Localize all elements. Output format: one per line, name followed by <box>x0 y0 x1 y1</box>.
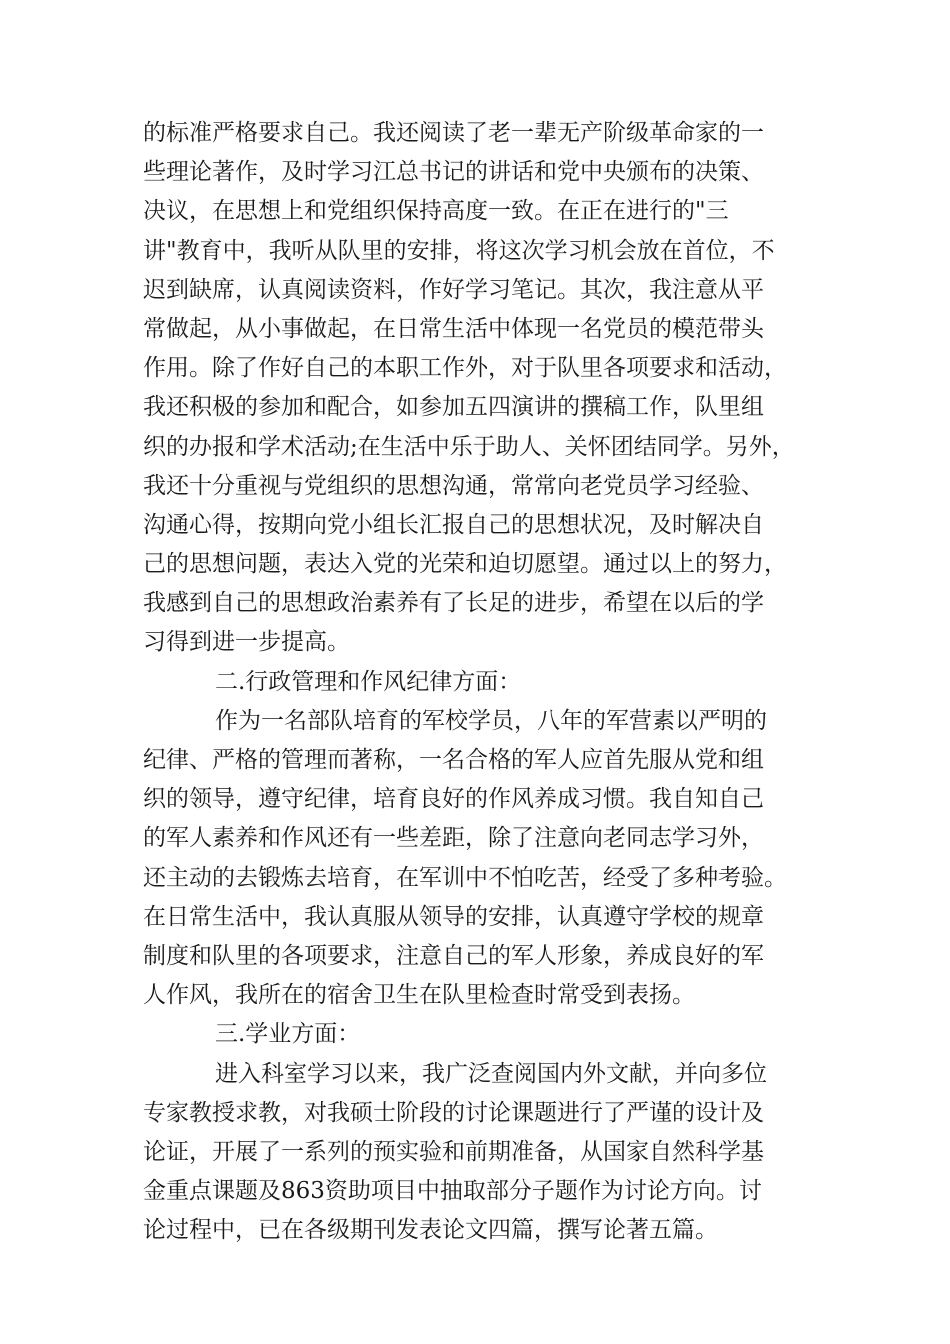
document-body <box>143 114 811 1250</box>
text-line: 专家教授求教，对我硕士阶段的讨论课题进行了严谨的设计及 <box>143 1099 764 1126</box>
text-line: 作为一名部队培育的军校学员，八年的军营素以严明的 <box>215 707 767 734</box>
text-line: 人作风，我所在的宿舍卫生在队里检查时常受到表扬。 <box>143 982 695 1009</box>
text-line: 己的思想问题，表达入党的光荣和迫切愿望。通过以上的努力， <box>143 551 787 578</box>
text-line: 我感到自己的思想政治素养有了长足的进步，希望在以后的学 <box>143 590 764 617</box>
text-line: 还主动的去锻炼去培育，在军训中不怕吃苦，经受了多种考验。 <box>143 864 787 891</box>
text-line: 织的办报和学术活动;在生活中乐于助人、关怀团结同学。另外， <box>143 433 795 460</box>
text-line: 进入科室学习以来，我广泛查阅国内外文献，并向多位 <box>215 1060 767 1087</box>
text-line: 制度和队里的各项要求，注意自己的军人形象，养成良好的军 <box>143 942 764 969</box>
text-line: 论过程中，已在各级期刊发表论文四篇，撰写论著五篇。 <box>143 1217 718 1244</box>
text-line: 常做起，从小事做起，在日常生活中体现一名党员的模范带头 <box>143 315 764 342</box>
text-line: 织的领导，遵守纪律，培育良好的作风养成习惯。我自知自己 <box>143 786 764 813</box>
text-line: 决议，在思想上和党组织保持高度一致。在正在进行的"三 <box>143 198 729 225</box>
text-line: 迟到缺席，认真阅读资料，作好学习笔记。其次，我注意从平 <box>143 276 764 303</box>
text-line: 讲"教育中，我听从队里的安排，将这次学习机会放在首位，不 <box>143 237 775 264</box>
text-line: 在日常生活中，我认真服从领导的安排，认真遵守学校的规章 <box>143 903 764 930</box>
section-heading: 二.行政管理和作风纪律方面： <box>215 668 522 695</box>
section-heading: 三.学业方面： <box>215 1021 361 1048</box>
text-line: 论证，开展了一系列的预实验和前期准备，从国家自然科学基 <box>143 1138 764 1165</box>
text-line: 的军人素养和作风还有一些差距，除了注意向老同志学习外， <box>143 825 764 852</box>
text-line: 沟通心得，按期向党小组长汇报自己的思想状况，及时解决自 <box>143 511 764 538</box>
text-line: 些理论著作，及时学习江总书记的讲话和党中央颁布的决策、 <box>143 159 764 186</box>
text-line: 金重点课题及863资助项目中抽取部分子题作为讨论方向。讨 <box>143 1178 762 1205</box>
text-line: 的标准严格要求自己。我还阅读了老一辈无产阶级革命家的一 <box>143 120 764 146</box>
text-line: 我还十分重视与党组织的思想沟通，常常向老党员学习经验、 <box>143 472 764 499</box>
text-line: 纪律、严格的管理而著称，一名合格的军人应首先服从党和组 <box>143 747 764 773</box>
text-line: 习得到进一步提高。 <box>143 629 350 656</box>
text-line: 作用。除了作好自己的本职工作外，对于队里各项要求和活动， <box>143 355 787 382</box>
text-line: 我还积极的参加和配合，如参加五四演讲的撰稿工作，队里组 <box>143 394 764 421</box>
